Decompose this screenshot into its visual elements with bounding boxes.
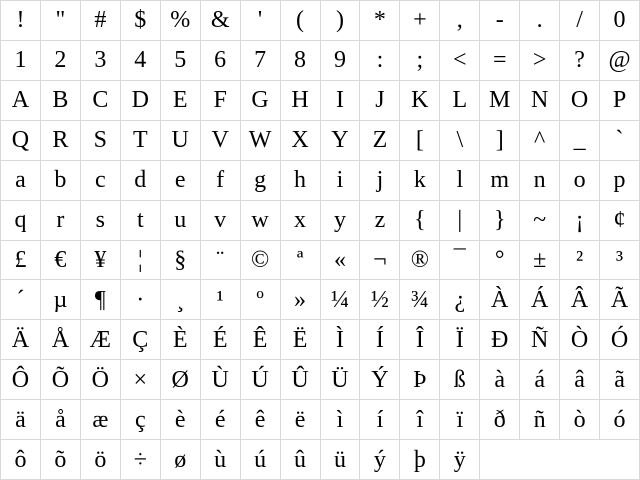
glyph-cell[interactable]: , — [440, 1, 479, 40]
glyph-cell[interactable]: ¶ — [81, 280, 120, 319]
glyph-cell[interactable]: Q — [1, 121, 40, 160]
glyph-cell[interactable]: W — [241, 121, 280, 160]
glyph-cell[interactable]: à — [480, 360, 519, 399]
glyph-cell[interactable]: ò — [560, 400, 599, 439]
glyph-cell[interactable]: ¸ — [161, 280, 200, 319]
glyph-cell[interactable]: Ç — [121, 320, 160, 359]
glyph-cell[interactable]: + — [400, 1, 439, 40]
glyph-cell[interactable]: ~ — [520, 201, 559, 240]
glyph-cell[interactable]: × — [121, 360, 160, 399]
glyph-cell[interactable]: e — [161, 161, 200, 200]
glyph-cell[interactable]: 0 — [600, 1, 639, 40]
glyph-cell[interactable]: ^ — [520, 121, 559, 160]
glyph-cell[interactable]: w — [241, 201, 280, 240]
glyph-cell[interactable]: N — [520, 81, 559, 120]
glyph-cell[interactable]: J — [360, 81, 399, 120]
glyph-cell[interactable]: Õ — [41, 360, 80, 399]
glyph-cell[interactable]: ¨ — [201, 241, 240, 280]
glyph-cell[interactable]: Ë — [281, 320, 320, 359]
glyph-cell[interactable]: ± — [520, 241, 559, 280]
glyph-cell[interactable]: ¾ — [400, 280, 439, 319]
glyph-cell[interactable]: C — [81, 81, 120, 120]
glyph-cell[interactable]: ³ — [600, 241, 639, 280]
glyph-cell[interactable]: U — [161, 121, 200, 160]
glyph-cell[interactable]: ú — [241, 440, 280, 479]
glyph-cell[interactable]: I — [321, 81, 360, 120]
glyph-cell[interactable]: q — [1, 201, 40, 240]
glyph-cell[interactable]: f — [201, 161, 240, 200]
glyph-cell[interactable]: 4 — [121, 41, 160, 80]
glyph-cell[interactable]: b — [41, 161, 80, 200]
glyph-cell[interactable]: a — [1, 161, 40, 200]
glyph-cell[interactable]: Ã — [600, 280, 639, 319]
glyph-cell[interactable]: P — [600, 81, 639, 120]
glyph-cell[interactable]: / — [560, 1, 599, 40]
glyph-cell[interactable]: ¢ — [600, 201, 639, 240]
glyph-cell[interactable]: 7 — [241, 41, 280, 80]
glyph-cell[interactable]: ÿ — [440, 440, 479, 479]
glyph-cell[interactable]: { — [400, 201, 439, 240]
glyph-cell[interactable]: v — [201, 201, 240, 240]
glyph-cell[interactable]: p — [600, 161, 639, 200]
glyph-cell[interactable]: Ö — [81, 360, 120, 399]
glyph-cell[interactable]: þ — [400, 440, 439, 479]
glyph-cell[interactable]: ¹ — [201, 280, 240, 319]
glyph-cell[interactable]: § — [161, 241, 200, 280]
glyph-cell[interactable]: Ï — [440, 320, 479, 359]
glyph-cell[interactable]: û — [281, 440, 320, 479]
glyph-cell[interactable]: ½ — [360, 280, 399, 319]
glyph-cell[interactable]: l — [440, 161, 479, 200]
glyph-cell[interactable]: ¿ — [440, 280, 479, 319]
glyph-cell[interactable]: Â — [560, 280, 599, 319]
glyph-cell[interactable]: d — [121, 161, 160, 200]
glyph-cell[interactable]: _ — [560, 121, 599, 160]
glyph-cell[interactable]: ë — [281, 400, 320, 439]
glyph-cell[interactable]: F — [201, 81, 240, 120]
glyph-cell[interactable]: % — [161, 1, 200, 40]
glyph-cell[interactable]: * — [360, 1, 399, 40]
glyph-cell[interactable]: [ — [400, 121, 439, 160]
glyph-cell[interactable]: 2 — [41, 41, 80, 80]
glyph-cell[interactable]: ? — [560, 41, 599, 80]
glyph-cell[interactable]: ! — [1, 1, 40, 40]
glyph-cell[interactable]: ` — [600, 121, 639, 160]
glyph-cell[interactable]: x — [281, 201, 320, 240]
glyph-cell[interactable]: Ý — [360, 360, 399, 399]
glyph-cell[interactable]: ñ — [520, 400, 559, 439]
glyph-cell[interactable]: æ — [81, 400, 120, 439]
glyph-cell[interactable]: A — [1, 81, 40, 120]
glyph-cell[interactable]: ´ — [1, 280, 40, 319]
glyph-cell[interactable]: Î — [400, 320, 439, 359]
glyph-cell[interactable]: y — [321, 201, 360, 240]
glyph-cell[interactable]: ù — [201, 440, 240, 479]
glyph-cell[interactable]: E — [161, 81, 200, 120]
glyph-cell[interactable]: R — [41, 121, 80, 160]
glyph-cell[interactable]: ï — [440, 400, 479, 439]
glyph-cell[interactable]: \ — [440, 121, 479, 160]
glyph-cell[interactable]: M — [480, 81, 519, 120]
glyph-cell[interactable]: ª — [281, 241, 320, 280]
glyph-cell[interactable]: ¦ — [121, 241, 160, 280]
glyph-cell[interactable]: ² — [560, 241, 599, 280]
glyph-cell[interactable]: Í — [360, 320, 399, 359]
glyph-cell[interactable]: ö — [81, 440, 120, 479]
glyph-cell[interactable]: Ó — [600, 320, 639, 359]
glyph-cell[interactable]: ø — [161, 440, 200, 479]
glyph-cell[interactable]: K — [400, 81, 439, 120]
glyph-cell[interactable]: Ð — [480, 320, 519, 359]
glyph-cell[interactable]: ( — [281, 1, 320, 40]
glyph-cell[interactable]: é — [201, 400, 240, 439]
glyph-cell[interactable]: ì — [321, 400, 360, 439]
glyph-cell[interactable]: m — [480, 161, 519, 200]
glyph-cell[interactable]: V — [201, 121, 240, 160]
glyph-cell[interactable]: Ø — [161, 360, 200, 399]
glyph-cell[interactable]: 8 — [281, 41, 320, 80]
glyph-cell[interactable]: ¥ — [81, 241, 120, 280]
glyph-cell[interactable]: & — [201, 1, 240, 40]
glyph-cell[interactable]: z — [360, 201, 399, 240]
glyph-cell[interactable]: 3 — [81, 41, 120, 80]
glyph-cell[interactable]: t — [121, 201, 160, 240]
glyph-cell[interactable]: ¬ — [360, 241, 399, 280]
glyph-cell[interactable]: Ê — [241, 320, 280, 359]
glyph-cell[interactable]: É — [201, 320, 240, 359]
glyph-cell[interactable]: ß — [440, 360, 479, 399]
glyph-cell[interactable]: õ — [41, 440, 80, 479]
glyph-cell[interactable]: G — [241, 81, 280, 120]
glyph-cell[interactable]: . — [520, 1, 559, 40]
glyph-cell[interactable]: ] — [480, 121, 519, 160]
glyph-cell[interactable]: ) — [321, 1, 360, 40]
glyph-cell[interactable]: ® — [400, 241, 439, 280]
glyph-cell[interactable]: á — [520, 360, 559, 399]
glyph-cell[interactable]: k — [400, 161, 439, 200]
glyph-cell[interactable]: í — [360, 400, 399, 439]
glyph-cell[interactable]: u — [161, 201, 200, 240]
glyph-cell[interactable]: ¼ — [321, 280, 360, 319]
glyph-cell[interactable]: : — [360, 41, 399, 80]
glyph-cell[interactable]: 5 — [161, 41, 200, 80]
glyph-cell[interactable]: ê — [241, 400, 280, 439]
glyph-cell[interactable]: Ä — [1, 320, 40, 359]
glyph-cell[interactable]: ã — [600, 360, 639, 399]
glyph-cell[interactable]: Ì — [321, 320, 360, 359]
glyph-cell[interactable]: £ — [1, 241, 40, 280]
glyph-cell[interactable]: # — [81, 1, 120, 40]
glyph-cell[interactable]: ü — [321, 440, 360, 479]
glyph-cell[interactable]: n — [520, 161, 559, 200]
glyph-cell[interactable]: Û — [281, 360, 320, 399]
glyph-cell[interactable]: " — [41, 1, 80, 40]
glyph-cell[interactable]: € — [41, 241, 80, 280]
glyph-cell[interactable]: o — [560, 161, 599, 200]
glyph-cell[interactable]: @ — [600, 41, 639, 80]
glyph-cell[interactable]: ÷ — [121, 440, 160, 479]
glyph-cell[interactable]: ý — [360, 440, 399, 479]
glyph-cell[interactable]: Ü — [321, 360, 360, 399]
glyph-cell[interactable]: î — [400, 400, 439, 439]
glyph-cell[interactable]: Ú — [241, 360, 280, 399]
glyph-cell[interactable]: Y — [321, 121, 360, 160]
glyph-cell[interactable]: è — [161, 400, 200, 439]
glyph-cell[interactable]: å — [41, 400, 80, 439]
glyph-cell[interactable]: · — [121, 280, 160, 319]
glyph-cell[interactable]: T — [121, 121, 160, 160]
glyph-cell[interactable]: j — [360, 161, 399, 200]
glyph-cell[interactable]: > — [520, 41, 559, 80]
glyph-cell[interactable]: D — [121, 81, 160, 120]
glyph-cell[interactable]: h — [281, 161, 320, 200]
glyph-cell[interactable]: X — [281, 121, 320, 160]
glyph-cell[interactable]: L — [440, 81, 479, 120]
glyph-cell[interactable]: ð — [480, 400, 519, 439]
glyph-cell[interactable]: i — [321, 161, 360, 200]
glyph-cell[interactable]: ó — [600, 400, 639, 439]
glyph-cell[interactable]: ° — [480, 241, 519, 280]
glyph-cell[interactable]: º — [241, 280, 280, 319]
glyph-cell[interactable]: È — [161, 320, 200, 359]
glyph-cell[interactable]: ¡ — [560, 201, 599, 240]
glyph-cell[interactable]: = — [480, 41, 519, 80]
glyph-cell[interactable]: Ù — [201, 360, 240, 399]
glyph-cell[interactable]: - — [480, 1, 519, 40]
glyph-cell[interactable]: µ — [41, 280, 80, 319]
glyph-cell[interactable]: Ô — [1, 360, 40, 399]
glyph-cell[interactable]: » — [281, 280, 320, 319]
empty-area — [480, 440, 639, 479]
glyph-cell[interactable]: | — [440, 201, 479, 240]
glyph-cell[interactable]: À — [480, 280, 519, 319]
glyph-cell[interactable]: Ñ — [520, 320, 559, 359]
glyph-cell[interactable]: « — [321, 241, 360, 280]
glyph-cell[interactable]: ; — [400, 41, 439, 80]
glyph-cell[interactable]: Å — [41, 320, 80, 359]
glyph-cell[interactable]: ç — [121, 400, 160, 439]
glyph-cell[interactable]: Ò — [560, 320, 599, 359]
glyph-cell[interactable]: 6 — [201, 41, 240, 80]
glyph-cell[interactable]: â — [560, 360, 599, 399]
glyph-cell[interactable]: © — [241, 241, 280, 280]
glyph-cell[interactable]: s — [81, 201, 120, 240]
glyph-cell[interactable]: Þ — [400, 360, 439, 399]
glyph-cell[interactable]: 1 — [1, 41, 40, 80]
glyph-cell[interactable]: $ — [121, 1, 160, 40]
glyph-cell[interactable]: B — [41, 81, 80, 120]
glyph-cell[interactable]: } — [480, 201, 519, 240]
glyph-cell[interactable]: 9 — [321, 41, 360, 80]
glyph-cell[interactable]: ¯ — [440, 241, 479, 280]
glyph-cell[interactable]: O — [560, 81, 599, 120]
glyph-cell[interactable]: ä — [1, 400, 40, 439]
glyph-cell[interactable]: g — [241, 161, 280, 200]
glyph-cell[interactable]: < — [440, 41, 479, 80]
glyph-cell[interactable]: r — [41, 201, 80, 240]
glyph-cell[interactable]: H — [281, 81, 320, 120]
glyph-cell[interactable]: ' — [241, 1, 280, 40]
glyph-cell[interactable]: S — [81, 121, 120, 160]
glyph-cell[interactable]: Æ — [81, 320, 120, 359]
glyph-cell[interactable]: ô — [1, 440, 40, 479]
glyph-cell[interactable]: c — [81, 161, 120, 200]
glyph-cell[interactable]: Á — [520, 280, 559, 319]
glyph-cell[interactable]: Z — [360, 121, 399, 160]
